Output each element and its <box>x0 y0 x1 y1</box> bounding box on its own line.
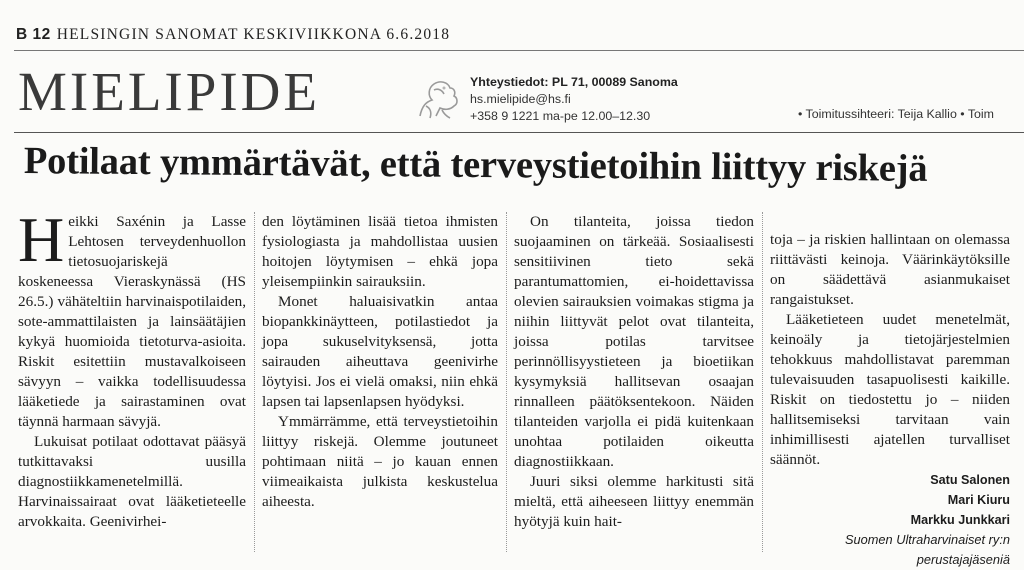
article-column-2 <box>262 212 498 512</box>
article-column-4 <box>770 230 1010 570</box>
article-headline: Potilaat ymmärtävät, että terveystietoihin liittyy riskejä <box>23 139 928 190</box>
signer-organization: Suomen Ultraharvinaiset ry:n <box>844 532 1010 547</box>
drop-cap: H <box>18 204 65 275</box>
editor-credit: • Toimitussihteeri: Teija Kallio • Toim <box>798 107 994 121</box>
newspaper-date: HELSINGIN SANOMAT KESKIVIIKKONA 6.6.2018 <box>56 26 451 43</box>
section-title: MIELIPIDE <box>18 61 320 122</box>
paragraph: Monet haluaisivatkin antaa biopankkinäytteen, potilastiedot ja jopa sukuselvityksensä, jotta sairauden aiheuttava geenivirhe löytyisi. Jos ei vielä omaksi, niin ehkä lapsen tai lapsenlapsen hyödyksi. <box>262 293 498 410</box>
paragraph: toja – ja riskien hallintaan on olemassa riittävästi keinoja. Väärinkäytöksille on säädettävä asianmukaiset rangaistukset. <box>770 231 1010 308</box>
contact-email: hs.mielipide@hs.fi <box>470 92 571 106</box>
page-header-line <box>16 26 450 44</box>
paragraph: Lukuisat potilaat odottavat pääsyä tutkittavaksi uusilla diagnostiikkamenetelmillä. Harvinaissairaat ovat lääketieteelle arvokkaita. Geenivirhei- <box>18 433 246 530</box>
paragraph: On tilanteita, joissa tiedon suojaaminen on tärkeää. Sosiaalisesti sensitiivinen tieto sekä parantumattomien, ei-hoidettavissa olevien sairauksien voimakas stigma ja niihin liittyvät pelot ovat tilanteita, joissa potilas tarvitsee perinnöllisyystieteen ja bioetiikan kysymyksiä hallitsevan osaajan rinnalleen päätöksentekoon. Näiden tilanteiden varjolla ei pidä kuitenkaan unohtaa potilaiden oikeutta diagnostiikkaan. <box>514 213 754 470</box>
contact-address: Yhteystiedot: PL 71, 00089 Sanoma <box>470 75 678 89</box>
column-divider <box>506 212 507 552</box>
contact-info <box>470 74 678 125</box>
contact-phone: +358 9 1221 ma-pe 12.00–12.30 <box>470 109 651 123</box>
paragraph: Juuri siksi olemme harkitusti sitä mieltä, että aiheeseen liittyy enemmän hyötyjä kuin hait- <box>514 473 754 530</box>
page-number: B 12 <box>16 26 51 43</box>
article-column-1 <box>18 204 246 532</box>
signer-name: Markku Junkkari <box>910 513 1010 527</box>
paragraph: Ymmärrämme, että terveystietoihin liittyy riskejä. Olemme joutuneet pohtimaan niitä – jo kauan ennen viimeaikaista julkista keskustelua aiheesta. <box>262 413 498 510</box>
column-divider <box>254 212 255 552</box>
lion-emblem-icon <box>414 76 462 122</box>
column-divider <box>762 212 763 552</box>
header-rule <box>14 50 1024 51</box>
paragraph: eikki Saxénin ja Lasse Lehtosen terveydenhuollon tietosuojariskejä koskeneessa Vieraskynässä (HS 26.5.) vähäteltiin harvinaispotilaiden, sote-ammattilaisten ja lainsäätäjien kykyä huomioida tietoturva-asioita. Riskit esitettiin mustavalkoiseen sävyyn – vaikka todellisuudessa lääketiede ja sairastaminen ovat täynnä harmaan sävyjä. <box>18 213 246 430</box>
paragraph: Lääketieteen uudet menetelmät, keinoäly ja tietojärjestelmien tehokkuus mahdollistavat paremman tulevaisuuden tasapuolisesti kaikille. Riskit on tiedostettu jo – niiden hallitsemiseksi tarvitaan vain inhimillisesti ajatellen turvalliset säännöt. <box>770 311 1010 468</box>
paragraph: den löytäminen lisää tietoa ihmisten fysiologiasta ja mahdollistaa uusien hoitojen löytymisen – ehkä jopa yleisempiinkin sairauksiin. <box>262 213 498 290</box>
article-column-3 <box>514 212 754 532</box>
section-rule <box>14 132 1024 133</box>
signer-name: Satu Salonen <box>930 473 1010 487</box>
signer-name: Mari Kiuru <box>947 493 1010 507</box>
signer-role: perustajajäseniä <box>916 552 1010 567</box>
